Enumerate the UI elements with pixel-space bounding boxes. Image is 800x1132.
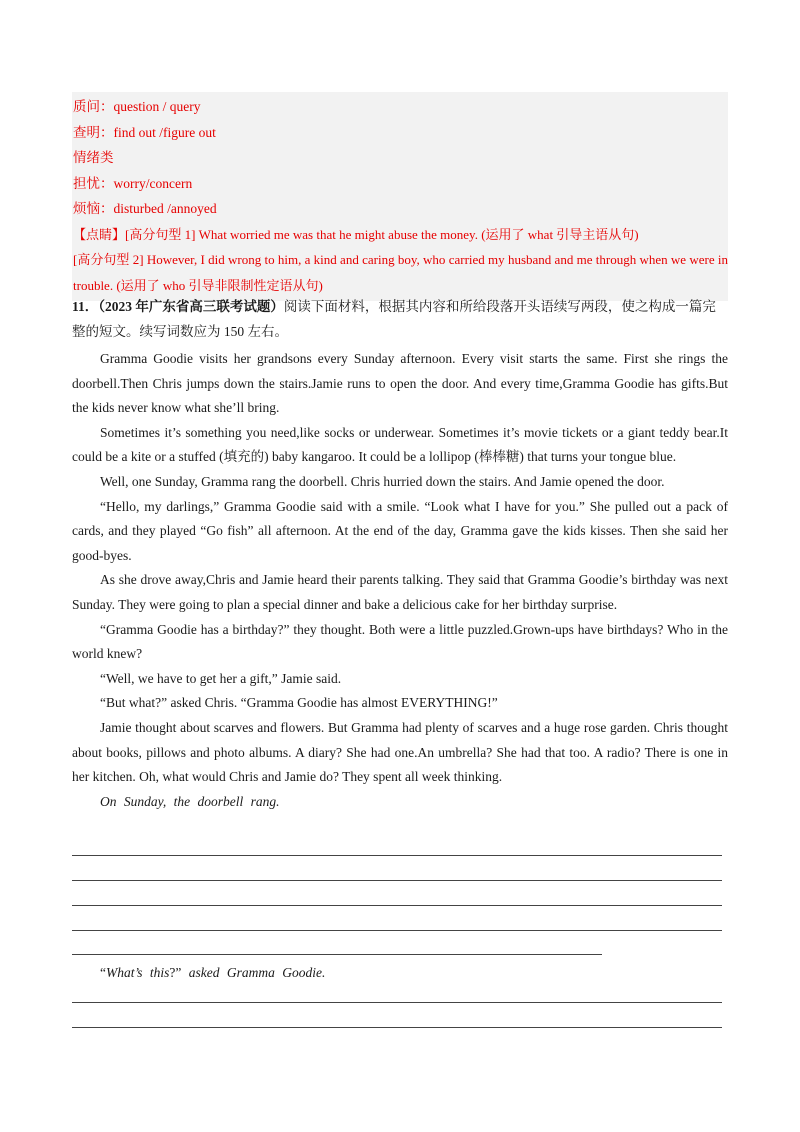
vocab-item xyxy=(72,120,728,146)
prompt2-quote: “ xyxy=(100,965,106,980)
story-paragraph: “Gramma Goodie has a birthday?” they thought. Both were a little puzzled.Grown-ups have birthdays? Who in the world knew? xyxy=(72,621,728,662)
vocab-item xyxy=(72,196,728,222)
vocab-en: find out /figure out xyxy=(113,124,216,140)
question-instruction: 阅读下面材料，根据其内容和所给段落开头语续写两段，使之构成一篇完整的短文。续写词数应为 150 左右。 xyxy=(72,299,716,339)
highlight-sentence-2: [高分句型 2] However, I did wrong to him, a kind and caring boy, who carried my husband and me through when we were in trouble. (运用了 who 引导非限制性定语从句) xyxy=(73,252,728,293)
vocab-cn: 担忧： xyxy=(73,175,114,191)
question-header xyxy=(72,294,728,344)
vocab-cn: 质问： xyxy=(73,99,114,114)
writing-line[interactable] xyxy=(72,1002,722,1003)
vocab-category xyxy=(72,145,728,171)
story-paragraph: “But what?” asked Chris. “Gramma Goodie has almost EVERYTHING!” xyxy=(100,695,498,711)
writing-line[interactable] xyxy=(72,930,722,931)
prompt2-italic: What’s this xyxy=(106,965,170,980)
vocab-cn: 烦恼： xyxy=(73,201,114,216)
writing-line[interactable] xyxy=(72,1027,722,1028)
prompt2-mid: ?” xyxy=(169,965,189,980)
story-paragraph: As she drove away,Chris and Jamie heard their parents talking. They said that Gramma Goodie’s birthday was next Sunday. They were going to plan a special dinner and bake a delicious cake for her birthday surprise. xyxy=(72,572,728,612)
story-paragraph: “Hello, my darlings,” Gramma Goodie said with a smile. “Look what I have for you.” She pulled out a pack of cards, and they played “Go fish” all afternoon. At the end of the day, Gramma gave the kids kisses. Then she said her good-byes. xyxy=(72,498,728,563)
prompt2-tail: asked Gramma Goodie. xyxy=(188,965,326,980)
vocab-cn: 查明： xyxy=(73,124,114,140)
story-paragraph: Well, one Sunday, Gramma rang the doorbell. Chris hurried down the stairs. And Jamie opened the door. xyxy=(100,473,665,489)
writing-line[interactable] xyxy=(72,880,722,881)
writing-line[interactable] xyxy=(72,905,722,906)
story-paragraph: Sometimes it’s something you need,like socks or underwear. Sometimes it’s movie tickets or a giant teddy bear.It could be a kite or a stuffed (填充的) baby kangaroo. It could be a lollipop (棒棒糖) that turns your tongue blue. xyxy=(72,424,728,465)
question-source: （2023 年广东省高三联考试题） xyxy=(98,299,284,314)
story-passage xyxy=(72,347,728,814)
story-paragraph: “Well, we have to get her a gift,” Jamie said. xyxy=(100,670,342,686)
vocab-cn: 情绪类 xyxy=(73,150,114,165)
continuation-prompt-2 xyxy=(100,962,325,984)
highlight-sentence-1: 【点睛】[高分句型 1] What worried me was that he might abuse the money. (运用了 what 引导主语从句) xyxy=(73,226,639,242)
story-paragraph: Jamie thought about scarves and flowers. But Gramma had plenty of scarves and a huge rose garden. Chris thought about books, pillows and photo albums. A diary? She had one.An umbrella? She had that too. A radio? There is one in her kitchen. Oh, what would Chris and Jamie do? They spent all week thinking. xyxy=(72,719,728,785)
question-number: 11． xyxy=(72,299,99,314)
vocab-box xyxy=(72,92,728,301)
writing-line[interactable] xyxy=(72,855,722,856)
vocab-item xyxy=(72,171,728,197)
vocab-en: disturbed /annoyed xyxy=(113,201,217,216)
vocab-item xyxy=(72,94,728,120)
continuation-prompt-1: On Sunday, the doorbell rang. xyxy=(100,793,280,809)
story-paragraph: Gramma Goodie visits her grandsons every Sunday afternoon. Every visit starts the same. First she rings the doorbell.Then Chris jumps down the stairs.Jamie runs to open the door. And every time,Gramma Goodie has gifts.But the kids never know what she’ll bring. xyxy=(72,351,728,416)
writing-line[interactable] xyxy=(72,954,602,955)
vocab-en: question / query xyxy=(113,99,201,114)
vocab-en: worry/concern xyxy=(113,175,193,191)
